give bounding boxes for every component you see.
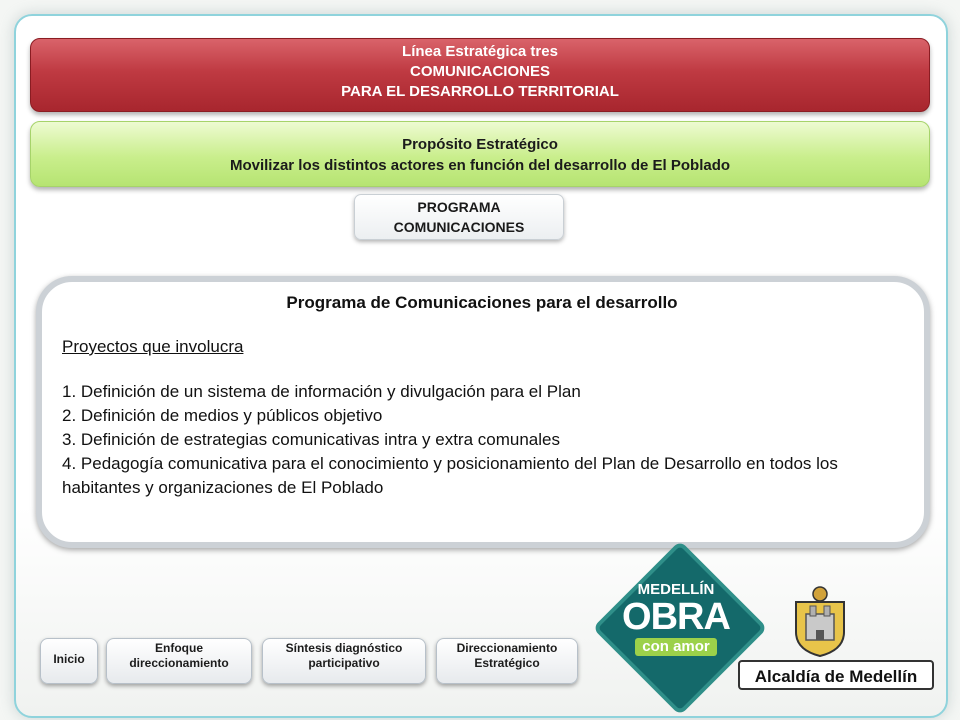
nav-direccionamiento-label-2: Estratégico (474, 656, 540, 670)
coat-of-arms-icon (792, 584, 848, 658)
projects-list (62, 380, 902, 500)
strategic-line-subtitle: COMUNICACIONES (409, 63, 550, 80)
purpose-text: Movilizar los distintos actores en función del desarrollo de El Poblado (229, 157, 731, 174)
nav-sintesis-button[interactable] (262, 638, 426, 684)
projects-heading: Proyectos que involucra (62, 337, 244, 356)
strategic-line-subtitle-2: PARA EL DESARROLLO TERRITORIAL (341, 83, 619, 100)
nav-enfoque-label-1: Enfoque (155, 641, 203, 655)
medellin-logo (618, 582, 734, 656)
project-item: 1. Definición de un sistema de información y divulgación para el Plan (62, 382, 581, 401)
program-tag-line1: PROGRAMA (417, 199, 501, 215)
strategic-purpose-banner (30, 121, 930, 187)
purpose-title: Propósito Estratégico (402, 136, 558, 153)
nav-inicio-label: Inicio (53, 652, 85, 666)
nav-sintesis-label-2: participativo (308, 656, 380, 670)
strategic-line-banner (30, 38, 930, 112)
project-item: 4. Pedagogía comunicativa para el conocimiento y posicionamiento del Plan de Desarrollo en todos los habitantes y organizaciones de El Poblado (62, 454, 838, 497)
project-item: 3. Definición de estrategias comunicativas intra y extra comunales (62, 430, 560, 449)
program-title: Programa de Comunicaciones para el desarrollo (286, 293, 678, 312)
nav-enfoque-label-2: direccionamiento (129, 656, 229, 670)
alcaldia-label: Alcaldía de Medellín (738, 660, 934, 690)
strategic-line-title: Línea Estratégica tres (402, 43, 558, 60)
nav-direccionamiento-label-1: Direccionamiento (456, 641, 558, 655)
nav-direccionamiento-button[interactable] (436, 638, 578, 684)
nav-inicio-button[interactable] (40, 638, 98, 684)
nav-enfoque-button[interactable] (106, 638, 252, 684)
logo-line1: MEDELLÍN (637, 581, 715, 598)
logo-line2: OBRA (622, 596, 730, 638)
program-tag (354, 194, 564, 240)
nav-sintesis-label-1: Síntesis diagnóstico (285, 641, 403, 655)
project-item: 2. Definición de medios y públicos objetivo (62, 406, 383, 425)
logo-line3: con amor (635, 638, 717, 656)
program-panel (36, 276, 930, 548)
program-tag-line2: COMUNICACIONES (393, 219, 525, 235)
